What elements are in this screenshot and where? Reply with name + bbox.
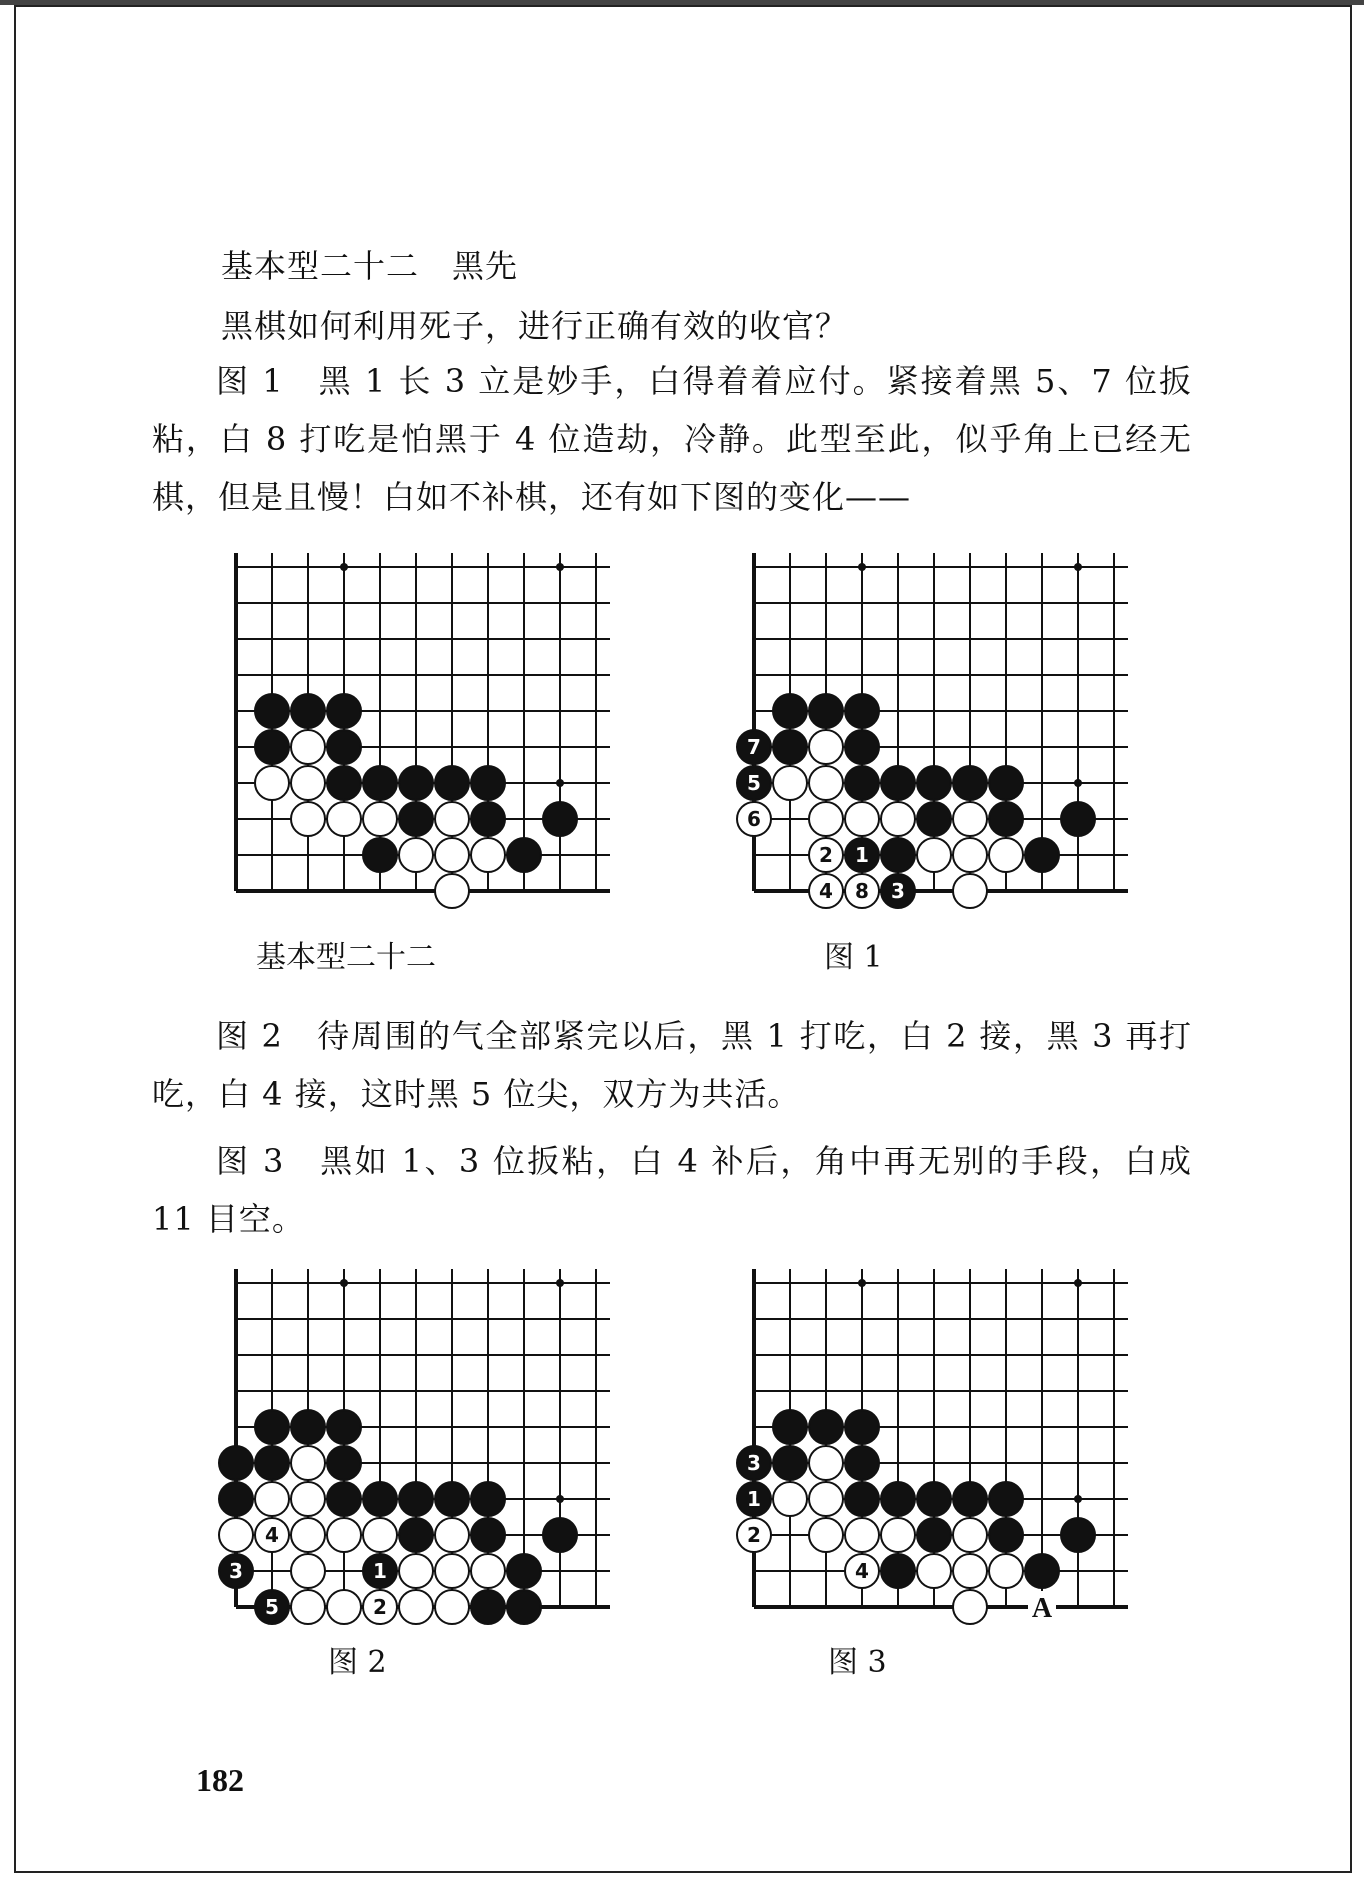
star-point	[858, 563, 866, 571]
go-board-figure-1	[734, 547, 1154, 917]
page-number: 182	[196, 1762, 244, 1798]
black-stone	[917, 766, 951, 800]
white-stone	[399, 1590, 433, 1624]
move-number: 3	[891, 879, 905, 903]
white-stone	[435, 802, 469, 836]
black-stone	[471, 1590, 505, 1624]
black-stone	[399, 1482, 433, 1516]
black-stone	[363, 838, 397, 872]
move-number: 3	[747, 1451, 761, 1475]
black-stone	[881, 1482, 915, 1516]
black-stone	[471, 1482, 505, 1516]
move-number: 2	[373, 1595, 387, 1619]
move-number: 4	[265, 1523, 279, 1547]
black-stone	[327, 730, 361, 764]
black-stone	[917, 802, 951, 836]
black-stone	[471, 1518, 505, 1552]
black-stone	[917, 1518, 951, 1552]
black-stone	[953, 766, 987, 800]
black-stone	[471, 802, 505, 836]
paragraph-figure-3: 图 3 黑如 1、3 位扳粘，白 4 补后，角中再无别的手段，白成 11 目空。	[152, 1142, 1192, 1238]
white-stone	[809, 1482, 843, 1516]
black-stone	[543, 1518, 577, 1552]
black-stone	[363, 766, 397, 800]
white-stone	[435, 838, 469, 872]
black-stone	[917, 1482, 951, 1516]
black-stone	[327, 1410, 361, 1444]
black-stone	[737, 1446, 771, 1480]
white-stone	[471, 838, 505, 872]
white-stone	[291, 1482, 325, 1516]
star-point	[340, 1279, 348, 1287]
book-page	[14, 5, 1352, 1873]
star-point	[1074, 1495, 1082, 1503]
black-stone	[327, 1446, 361, 1480]
white-stone	[291, 1446, 325, 1480]
star-point	[556, 779, 564, 787]
black-stone	[255, 1410, 289, 1444]
white-stone	[737, 802, 771, 836]
white-stone	[953, 1554, 987, 1588]
black-stone	[989, 1518, 1023, 1552]
white-stone	[809, 802, 843, 836]
black-stone	[809, 1410, 843, 1444]
black-stone	[845, 1446, 879, 1480]
white-stone	[327, 1590, 361, 1624]
move-number: 4	[855, 1559, 869, 1583]
white-stone	[989, 1554, 1023, 1588]
star-point	[1074, 779, 1082, 787]
go-board-figure-3	[734, 1263, 1154, 1633]
point-label: A	[1031, 1593, 1053, 1624]
move-number: 8	[855, 879, 869, 903]
black-stone	[327, 1482, 361, 1516]
black-stone	[1025, 838, 1059, 872]
caption-basic-22: 基本型二十二	[256, 940, 436, 975]
black-stone	[845, 1482, 879, 1516]
white-stone	[809, 1518, 843, 1552]
move-number: 7	[747, 735, 761, 759]
white-stone	[399, 838, 433, 872]
white-stone	[845, 874, 879, 908]
white-stone	[881, 1518, 915, 1552]
paragraph-figure-1: 图 1 黑 1 长 3 立是妙手，白得着着应付。紧接着黑 5、7 位扳粘，白 8 打吃是怕黑于 4 位造劫，冷静。此型至此，似乎角上已经无棋，但是且慢！白如不补棋，还有如下图的变化——	[152, 362, 1192, 516]
caption-figure-3: 图 3	[828, 1645, 887, 1680]
black-stone	[881, 1554, 915, 1588]
white-stone	[845, 1518, 879, 1552]
question-text: 黑棋如何利用死子，进行正确有效的收官？	[221, 307, 849, 345]
white-stone	[917, 838, 951, 872]
black-stone	[1061, 802, 1095, 836]
black-stone	[543, 802, 577, 836]
move-number: 1	[855, 843, 869, 867]
white-stone	[989, 838, 1023, 872]
white-stone	[809, 1446, 843, 1480]
black-stone	[773, 694, 807, 728]
black-stone	[881, 838, 915, 872]
white-stone	[809, 874, 843, 908]
white-stone	[363, 1590, 397, 1624]
white-stone	[327, 1518, 361, 1552]
move-number: 4	[819, 879, 833, 903]
black-stone	[399, 1518, 433, 1552]
black-stone	[255, 730, 289, 764]
star-point	[340, 563, 348, 571]
section-heading: 基本型二十二 黑先	[221, 247, 519, 285]
white-stone	[435, 1590, 469, 1624]
black-stone	[737, 1482, 771, 1516]
black-stone	[989, 802, 1023, 836]
white-stone	[953, 874, 987, 908]
white-stone	[881, 802, 915, 836]
black-stone	[219, 1446, 253, 1480]
black-stone	[845, 694, 879, 728]
white-stone	[363, 802, 397, 836]
black-stone	[255, 1590, 289, 1624]
white-stone	[773, 1482, 807, 1516]
black-stone	[845, 766, 879, 800]
white-stone	[845, 1554, 879, 1588]
move-number: 5	[265, 1595, 279, 1619]
black-stone	[773, 730, 807, 764]
white-stone	[773, 766, 807, 800]
black-stone	[291, 694, 325, 728]
black-stone	[507, 1554, 541, 1588]
white-stone	[363, 1518, 397, 1552]
move-number: 2	[819, 843, 833, 867]
black-stone	[845, 730, 879, 764]
white-stone	[737, 1518, 771, 1552]
white-stone	[255, 766, 289, 800]
black-stone	[737, 766, 771, 800]
black-stone	[881, 874, 915, 908]
black-stone	[881, 766, 915, 800]
black-stone	[291, 1410, 325, 1444]
black-stone	[773, 1446, 807, 1480]
caption-figure-2: 图 2	[328, 1645, 387, 1680]
black-stone	[435, 1482, 469, 1516]
white-stone	[471, 1554, 505, 1588]
white-stone	[953, 1518, 987, 1552]
black-stone	[1025, 1554, 1059, 1588]
paragraph-figure-2: 图 2 待周围的气全部紧完以后，黑 1 打吃，白 2 接，黑 3 再打吃，白 4 接，这时黑 5 位尖，双方为共活。	[152, 1017, 1192, 1113]
caption-figure-1: 图 1	[824, 940, 883, 975]
white-stone	[291, 1518, 325, 1552]
go-board-basic-22	[216, 547, 616, 917]
black-stone	[327, 694, 361, 728]
white-stone	[291, 766, 325, 800]
white-stone	[255, 1518, 289, 1552]
black-stone	[1061, 1518, 1095, 1552]
black-stone	[255, 694, 289, 728]
move-number: 3	[229, 1559, 243, 1583]
black-stone	[471, 766, 505, 800]
move-number: 2	[747, 1523, 761, 1547]
black-stone	[507, 1590, 541, 1624]
star-point	[556, 563, 564, 571]
black-stone	[435, 766, 469, 800]
black-stone	[809, 694, 843, 728]
go-board-figure-2	[216, 1263, 636, 1633]
move-number: 1	[373, 1559, 387, 1583]
white-stone	[291, 802, 325, 836]
black-stone	[773, 1410, 807, 1444]
white-stone	[435, 874, 469, 908]
white-stone	[809, 838, 843, 872]
white-stone	[291, 730, 325, 764]
move-number: 6	[747, 807, 761, 831]
white-stone	[255, 1482, 289, 1516]
black-stone	[989, 1482, 1023, 1516]
black-stone	[219, 1554, 253, 1588]
white-stone	[219, 1518, 253, 1552]
star-point	[556, 1279, 564, 1287]
white-stone	[435, 1518, 469, 1552]
black-stone	[845, 838, 879, 872]
white-stone	[809, 730, 843, 764]
black-stone	[737, 730, 771, 764]
move-number: 5	[747, 771, 761, 795]
black-stone	[507, 838, 541, 872]
star-point	[1074, 1279, 1082, 1287]
white-stone	[953, 1590, 987, 1624]
white-stone	[435, 1554, 469, 1588]
white-stone	[399, 1554, 433, 1588]
black-stone	[363, 1482, 397, 1516]
move-number: 1	[747, 1487, 761, 1511]
black-stone	[255, 1446, 289, 1480]
white-stone	[845, 802, 879, 836]
black-stone	[399, 802, 433, 836]
white-stone	[327, 802, 361, 836]
black-stone	[989, 766, 1023, 800]
white-stone	[291, 1590, 325, 1624]
black-stone	[219, 1482, 253, 1516]
black-stone	[399, 766, 433, 800]
star-point	[556, 1495, 564, 1503]
star-point	[858, 1279, 866, 1287]
white-stone	[953, 838, 987, 872]
black-stone	[327, 766, 361, 800]
white-stone	[809, 766, 843, 800]
black-stone	[845, 1410, 879, 1444]
black-stone	[953, 1482, 987, 1516]
black-stone	[363, 1554, 397, 1588]
star-point	[1074, 563, 1082, 571]
white-stone	[953, 802, 987, 836]
white-stone	[917, 1554, 951, 1588]
white-stone	[291, 1554, 325, 1588]
